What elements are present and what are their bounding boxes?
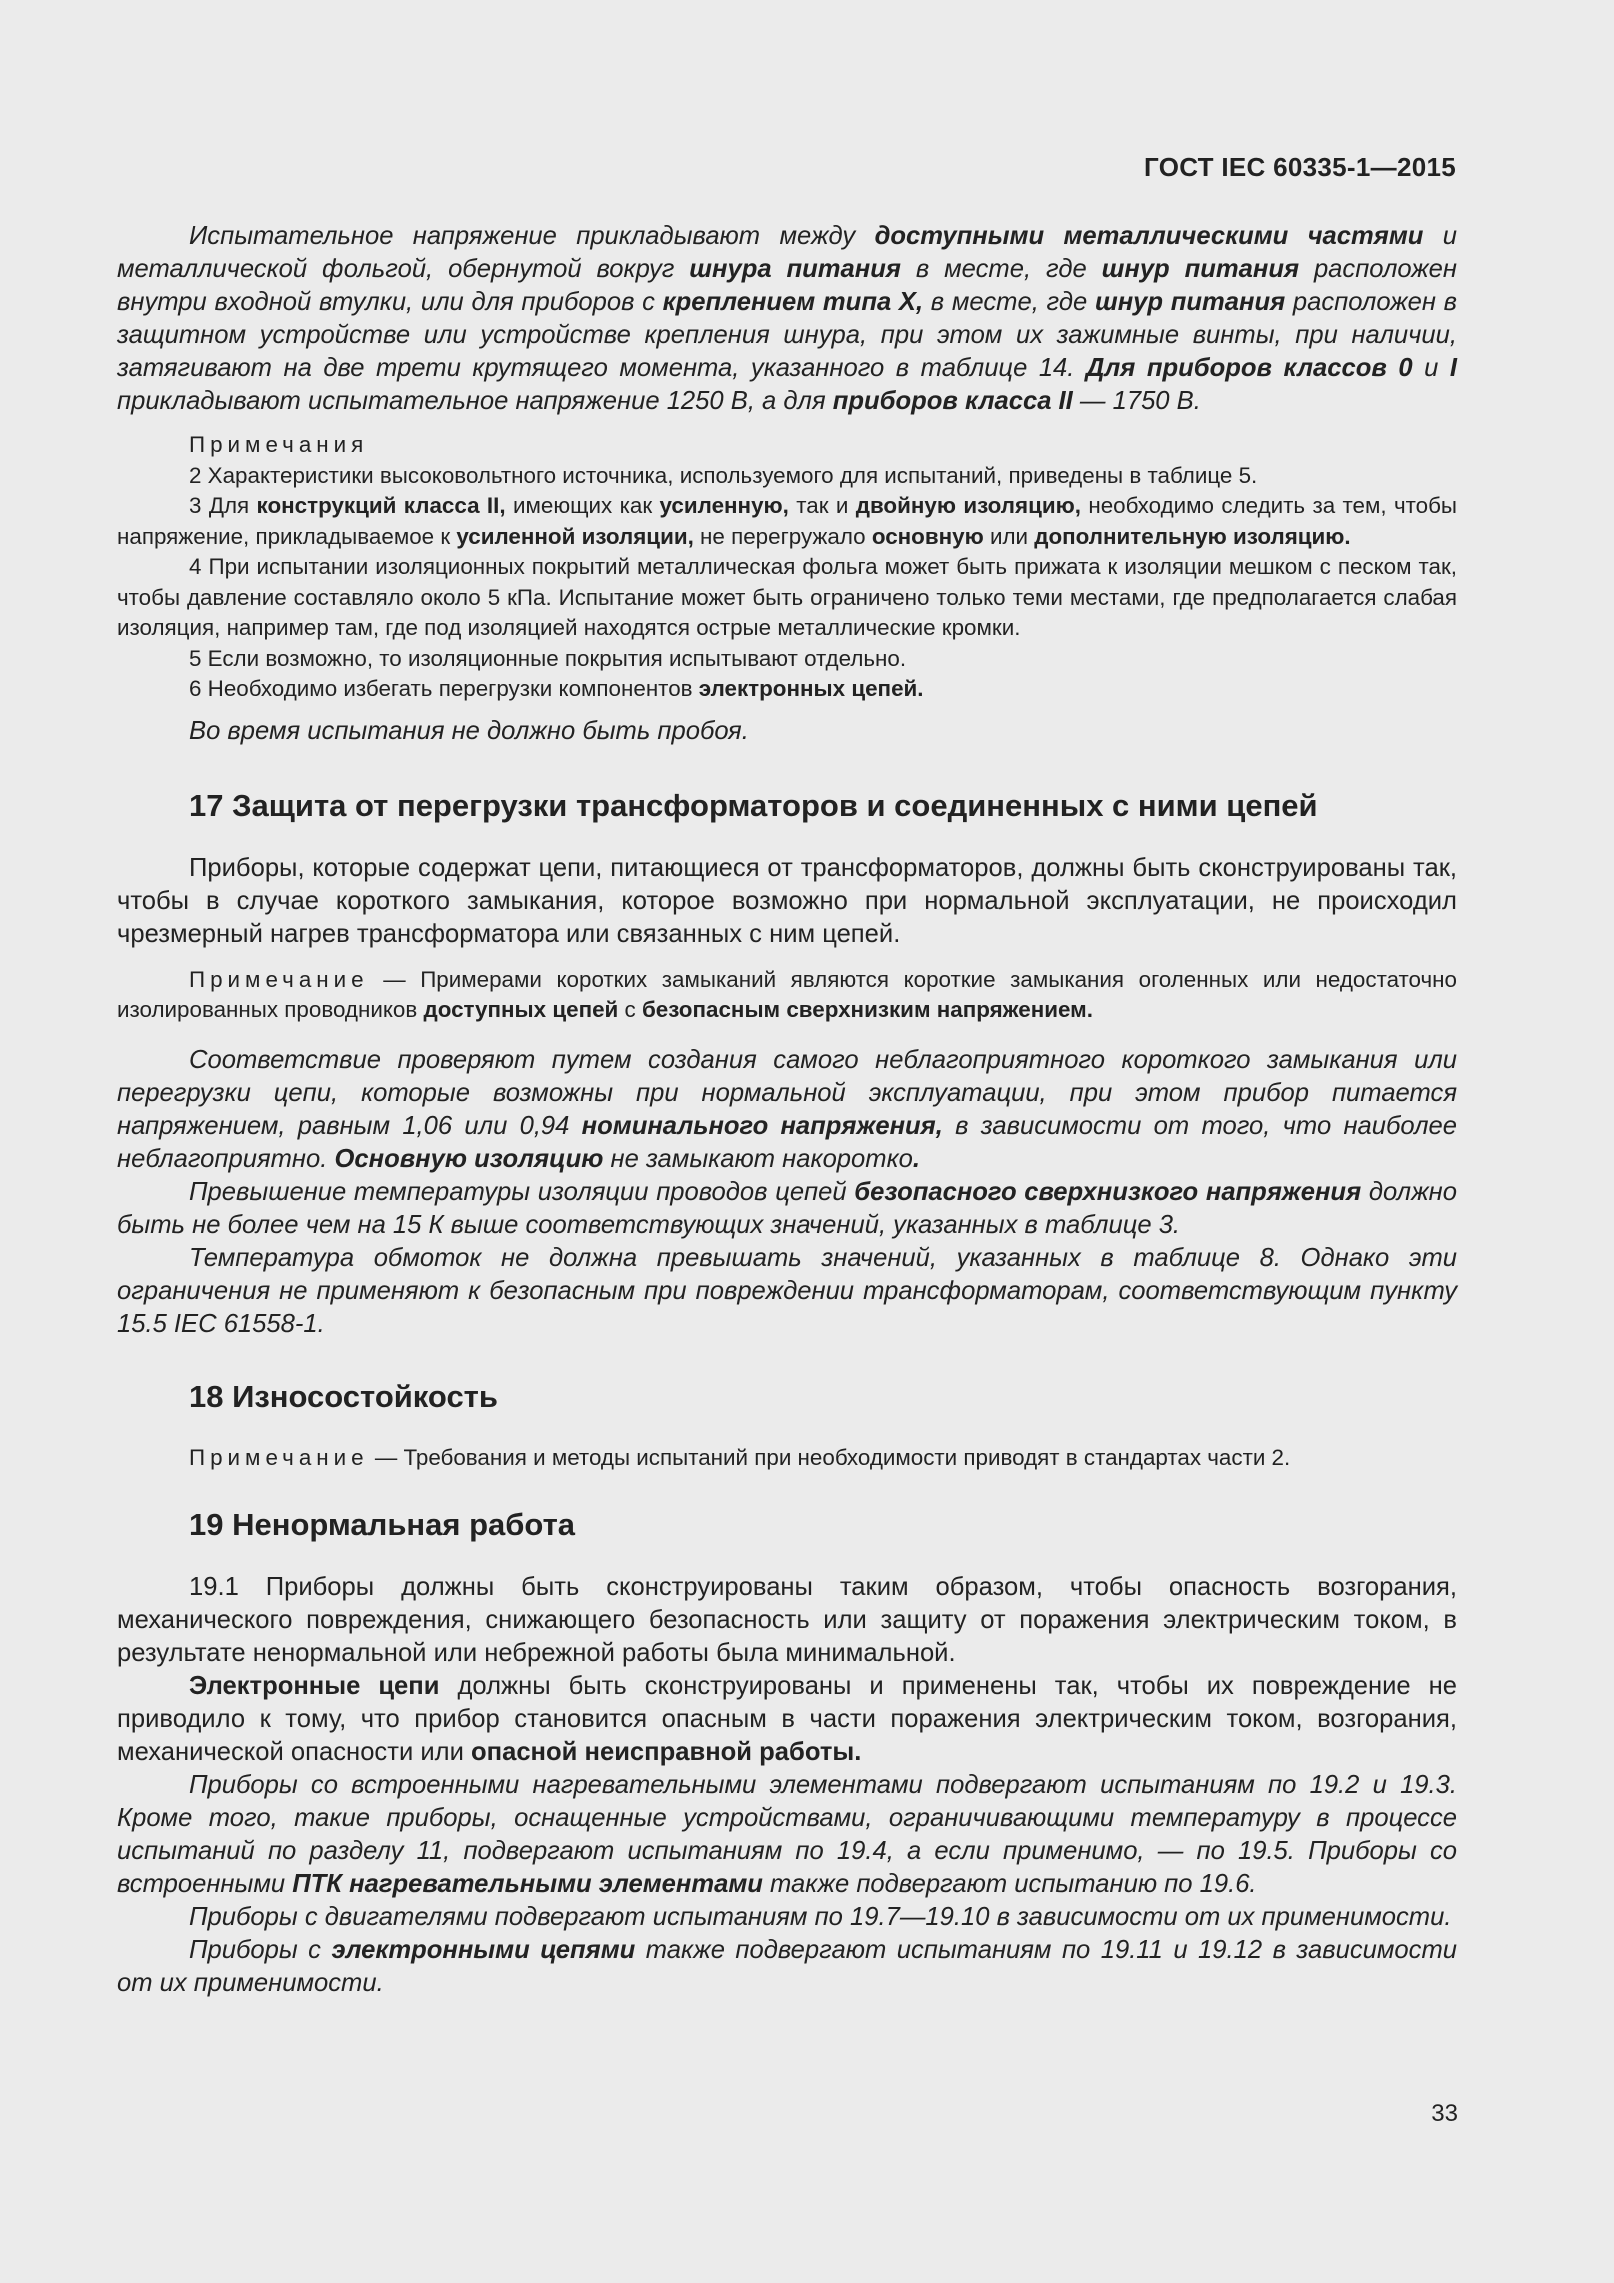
paragraph-17-windings: Температура обмоток не должна превышать значений, указанных в таблице 8. Однако эти ограничения не применяют к безопасным при повреждении трансформаторам, соответствующим пункту 15.5 IEC 61558-1. xyxy=(117,1243,1457,1338)
paragraph-19-electronic: Электронные цепи должны быть сконструированы и применены так, чтобы их повреждение не приводило к тому, что прибор становится опасным в части поражения электрическим током, возгорания, механической опасности или опасной неисправной работы. xyxy=(117,1672,1457,1766)
note-18: Примечание — Требования и методы испытаний при необходимости приводят в стандартах части 2. xyxy=(189,1444,1291,1470)
paragraph-test-voltage: Испытательное напряжение прикладывают между доступными металлическими частями и металлической фольгой, обернутой вокруг шнура питания в месте, где шнур питания расположен внутри входной втулки, или для приборов с креплением типа Х, в месте, где шнур питания расположен в защитном устройстве или устройстве крепления шнура, при этом их зажимные винты, при наличии, затягивают на две трети крутящего момента, указанного в таблице 14. Для приборов классов 0 и I прикладывают испытательное напряжение 1250 В, а для приборов класса II — 1750 В. xyxy=(117,222,1457,415)
paragraph-no-breakdown: Во время испытания не должно быть пробоя. xyxy=(189,716,749,745)
paragraph-19-motors: Приборы с двигателями подвергают испытаниям по 19.7—19.10 в зависимости от их применимости. xyxy=(189,1903,1452,1931)
page-number: 33 xyxy=(1431,2100,1458,2127)
paragraph-17-temperature: Превышение температуры изоляции проводов цепей безопасного сверхнизкого напряжения должно быть не более чем на 15 К выше соответствующих значений, указанных в таблице 3. xyxy=(117,1177,1457,1239)
note-17: Примечание — Примерами коротких замыканий являются короткие замыкания оголенных или недостаточно изолированных проводников доступных цепей с безопасным сверхнизким напряжением. xyxy=(117,966,1457,1022)
note-4: 4 При испытании изоляционных покрытий металлическая фольга может быть прижата к изоляции мешком с песком так, чтобы давление составляло около 5 кПа. Испытание может быть ограничено только теми местами, где предполагается слабая изоляция, например там, где под изоляцией находятся острые металлические кромки. xyxy=(117,554,1457,640)
section-19-heading: 19 Ненормальная работа xyxy=(189,1507,576,1542)
document-header: ГОСТ IEC 60335-1—2015 xyxy=(1144,152,1456,182)
note-5: 5 Если возможно, то изоляционные покрытия испытывают отдельно. xyxy=(189,645,907,671)
note-6: 6 Необходимо избегать перегрузки компонентов электронных цепей. xyxy=(189,676,924,701)
paragraph-19-heating: Приборы со встроенными нагревательными элементами подвергают испытаниям по 19.2 и 19.3. Кроме того, такие приборы, оснащенные устройствами, ограничивающими температуру в процессе испытаний по разделу 11, подвергают испытаниям по 19.4, а если применимо, — по 19.5. Приборы со встроенными ПТК нагревательными элементами также подвергают испытанию по 19.6. xyxy=(117,1771,1457,1898)
page-content xyxy=(117,220,1457,2000)
note-2: 2 Характеристики высоковольтного источника, используемого для испытаний, приведены в таблице 5. xyxy=(189,462,1258,488)
paragraph-19-1: 19.1 Приборы должны быть сконструированы таким образом, чтобы опасность возгорания, механического повреждения, снижающего безопасность или защиту от поражения электрическим током, в результате ненормальной или небрежной работы была минимальной. xyxy=(117,1573,1457,1667)
note-3: 3 Для конструкций класса II, имеющих как усиленную, так и двойную изоляцию, необходимо следить за тем, чтобы напряжение, прикладываемое к усиленной изоляции, не перегружало основную или дополнительную изоляцию. xyxy=(117,493,1458,549)
paragraph-17-1: Приборы, которые содержат цепи, питающиеся от трансформаторов, должны быть сконструированы так, чтобы в случае короткого замыкания, которое возможно при нормальной эксплуатации, не происходил чрезмерный нагрев трансформатора или связанных с ним цепей. xyxy=(117,853,1457,948)
notes-heading: Примечания xyxy=(189,432,369,457)
paragraph-19-electronic-circuits: Приборы с электронными цепями также подвергают испытаниям по 19.11 и 19.12 в зависимости от их применимости. xyxy=(117,1936,1457,1997)
paragraph-17-compliance: Соответствие проверяют путем создания самого неблагоприятного короткого замыкания или перегрузки цепи, которые возможны при нормальной эксплуатации, при этом прибор питается напряжением, равным 1,06 или 0,94 номинального напряжения, в зависимости от того, что наиболее неблагоприятно. Основную изоляцию не замыкают накоротко. xyxy=(117,1045,1457,1173)
section-18-heading: 18 Износостойкость xyxy=(189,1378,498,1414)
section-17-heading: 17 Защита от перегрузки трансформаторов и соединенных с ними цепей xyxy=(189,787,1318,823)
